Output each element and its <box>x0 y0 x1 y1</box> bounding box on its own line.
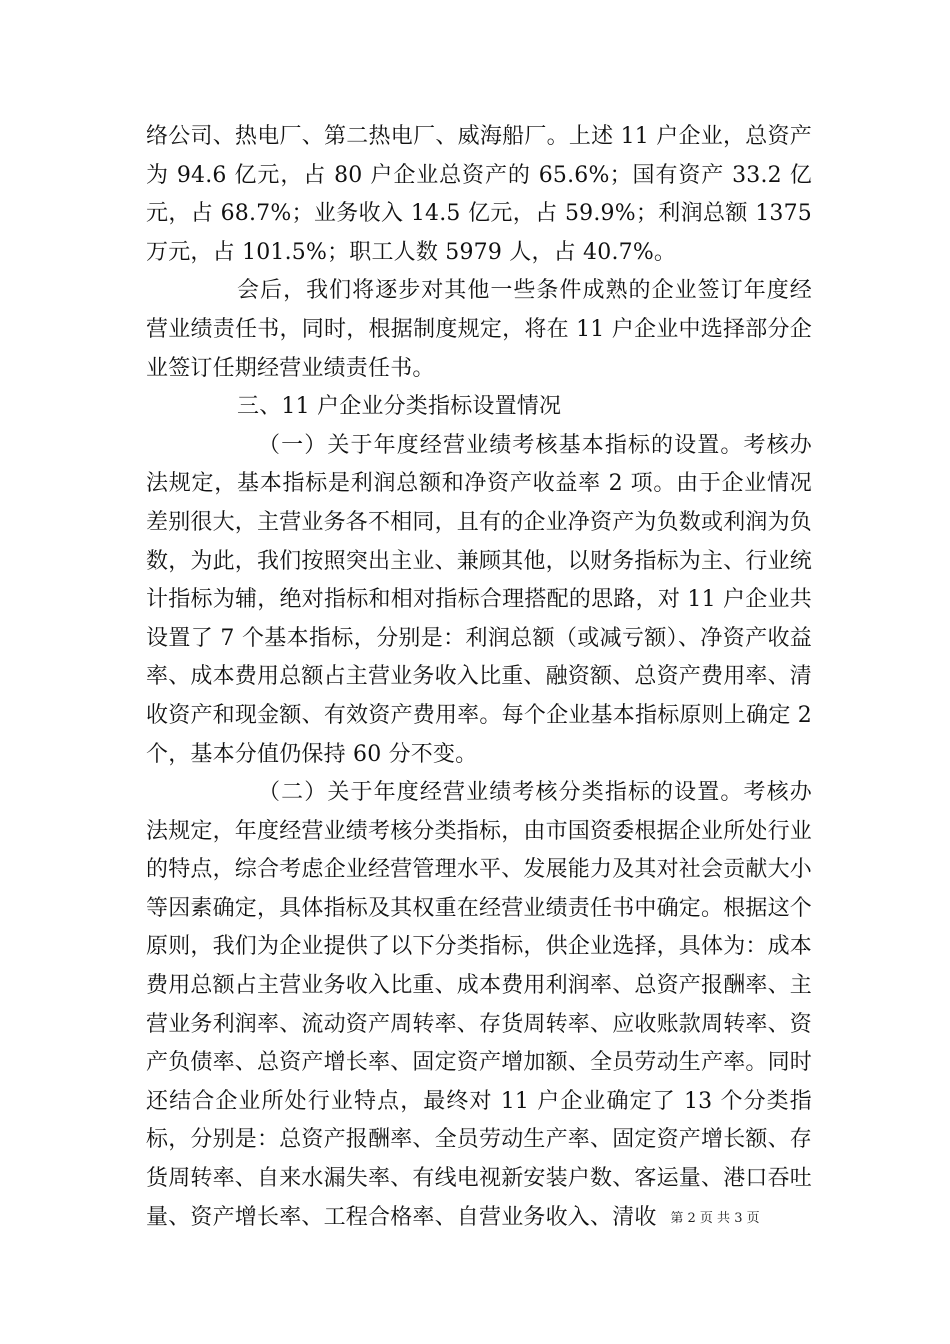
paragraph-asset-summary: 络公司、热电厂、第二热电厂、威海船厂。上述 11 户企业，总资产为 94.6 亿元，占 80 户企业总资产的 65.6%；国有资产 33.2 亿元，占 68.7%；业务收入 14.5 亿元，占 59.9%；利润总额 1375 万元，占 101.5%；职工人数 5979 人，占 40.7%。 <box>146 124 812 265</box>
paragraph-next-steps: 会后，我们将逐步对其他一些条件成熟的企业签订年度经营业绩责任书，同时，根据制度规定，将在 11 户企业中选择部分企业签订任期经营业绩责任书。 <box>146 278 812 381</box>
page-footer <box>0 1207 950 1226</box>
paragraph-category-indicators: （二）关于年度经营业绩考核分类指标的设置。考核办法规定，年度经营业绩考核分类指标，由市国资委根据企业所处行业的特点，综合考虑企业经营管理水平、发展能力及其对社会贡献大小等因素确定，具体指标及其权重在经营业绩责任书中确定。根据这个原则，我们为企业提供了以下分类指标，供企业选择，具体为：成本费用总额占主营业务收入比重、成本费用利润率、总资产报酬率、主营业务利润率、流动资产周转率、存货周转率、应收账款周转率、资产负债率、总资产增长率、固定资产增加额、全员劳动生产率。同时还结合企业所处行业特点，最终对 11 户企业确定了 13 个分类指标，分别是：总资产报酬率、全员劳动生产率、固定资产增长额、存货周转率、自来水漏失率、有线电视新安装户数、客运量、港口吞吐量、资产增长率、工程合格率、自营业务收入、清收 <box>146 780 813 1230</box>
document-body <box>146 118 812 1237</box>
page-number: 第 2 页 共 3 页 <box>670 1211 760 1226</box>
section-heading-indicators: 三、11 户企业分类指标设置情况 <box>237 394 562 420</box>
paragraph-basic-indicators: （一）关于年度经营业绩考核基本指标的设置。考核办法规定，基本指标是利润总额和净资产收益率 2 项。由于企业情况差别很大，主营业务各不相同，且有的企业净资产为负数或利润为负数，为此，我们按照突出主业、兼顾其他，以财务指标为主、行业统计指标为辅，绝对指标和相对指标合理搭配的思路，对 11 户企业共设置了 7 个基本指标，分别是：利润总额（或减亏额）、净资产收益率、成本费用总额占主营业务收入比重、融资额、总资产费用率、清收资产和现金额、有效资产费用率。每个企业基本指标原则上确定 2 个，基本分值仍保持 60 分不变。 <box>146 432 813 767</box>
